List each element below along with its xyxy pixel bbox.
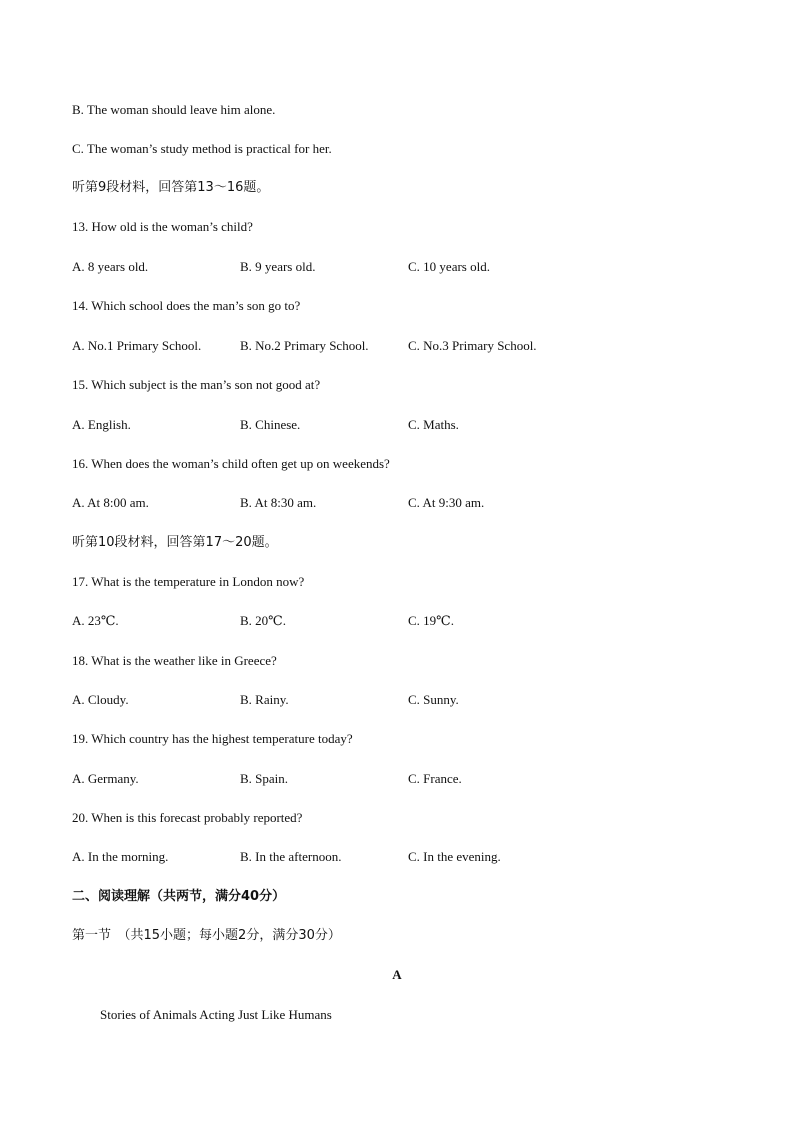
option-15c: C. Maths.	[408, 417, 459, 432]
question-14: 14. Which school does the man’s son go to?	[72, 298, 301, 313]
question-16: 16. When does the woman’s child often get up on weekends?	[72, 456, 390, 471]
question-20: 20. When is this forecast probably reported?	[72, 810, 303, 825]
option-20a: A. In the morning.	[72, 849, 169, 864]
option-14a: A. No.1 Primary School.	[72, 338, 202, 353]
section-instruction-9: 听第9段材料，回答第13～16题。	[72, 180, 270, 195]
option-17a: A. 23℃.	[72, 613, 119, 628]
option-12c: C. The woman’s study method is practical for her.	[72, 141, 332, 156]
option-15a: A. English.	[72, 417, 131, 432]
question-17: 17. What is the temperature in London now?	[72, 574, 305, 589]
option-15b: B. Chinese.	[240, 417, 301, 432]
option-19b: B. Spain.	[240, 771, 289, 786]
question-18: 18. What is the weather like in Greece?	[72, 653, 277, 668]
option-18c: C. Sunny.	[408, 692, 459, 707]
option-13b: B. 9 years old.	[240, 259, 316, 274]
option-19a: A. Germany.	[72, 771, 139, 786]
option-13a: A. 8 years old.	[72, 259, 149, 274]
option-14b: B. No.2 Primary School.	[240, 338, 369, 353]
option-13c: C. 10 years old.	[408, 259, 490, 274]
option-16b: B. At 8:30 am.	[240, 495, 317, 510]
option-12b: B. The woman should leave him alone.	[72, 102, 276, 117]
option-17c: C. 19℃.	[408, 613, 454, 628]
option-16a: A. At 8:00 am.	[72, 495, 149, 510]
option-20b: B. In the afternoon.	[240, 849, 342, 864]
question-15: 15. Which subject is the man’s son not good at?	[72, 377, 321, 392]
option-18a: A. Cloudy.	[72, 692, 129, 707]
passage-label: A	[392, 967, 402, 982]
section-heading-reading: 二、阅读理解（共两节，满分40分）	[72, 889, 286, 904]
option-17b: B. 20℃.	[240, 613, 286, 628]
option-18b: B. Rainy.	[240, 692, 289, 707]
option-20c: C. In the evening.	[408, 849, 501, 864]
passage-title: Stories of Animals Acting Just Like Humans	[100, 1007, 332, 1022]
section-instruction-10: 听第10段材料，回答第17～20题。	[72, 535, 278, 550]
question-13: 13. How old is the woman’s child?	[72, 219, 253, 234]
question-19: 19. Which country has the highest temperature today?	[72, 731, 353, 746]
option-19c: C. France.	[408, 771, 462, 786]
option-14c: C. No.3 Primary School.	[408, 338, 537, 353]
option-16c: C. At 9:30 am.	[408, 495, 485, 510]
subsection-heading-1: 第一节 （共15小题；每小题2分，满分30分）	[72, 928, 341, 943]
